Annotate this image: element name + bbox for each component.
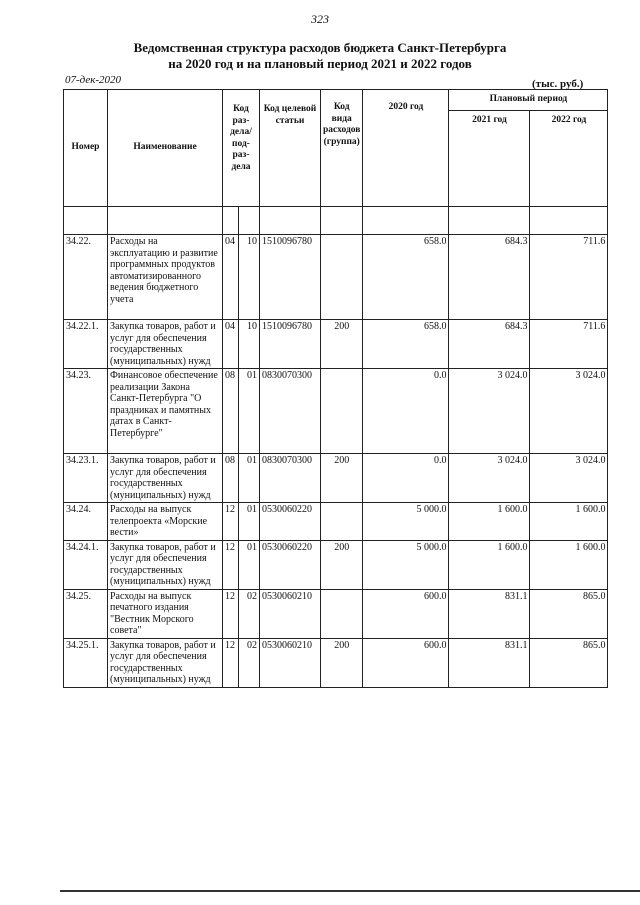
row-2020: 658.0	[363, 235, 449, 320]
row-name: Расходы на эксплуатацию и развитие программных продуктов автоматизированного ведения бюджетного учета	[108, 235, 223, 320]
header-kind-code: Код вида расходов (группа)	[321, 90, 363, 207]
scan-artifact-line	[60, 890, 640, 892]
row-2021: 1 600.0	[449, 540, 530, 589]
row-number: 34.25.	[64, 589, 108, 638]
row-subsection: 10	[239, 320, 260, 369]
row-2021: 3 024.0	[449, 454, 530, 503]
row-number: 34.24.	[64, 503, 108, 541]
row-subsection: 02	[239, 638, 260, 687]
row-target: 0530060210	[260, 589, 321, 638]
row-subsection: 01	[239, 503, 260, 541]
row-section: 08	[223, 369, 239, 454]
document-date: 07-дек-2020	[65, 74, 122, 86]
row-subsection: 01	[239, 454, 260, 503]
row-number: 34.22.	[64, 235, 108, 320]
table-row	[64, 540, 608, 589]
row-2021: 1 600.0	[449, 503, 530, 541]
row-kind: 200	[321, 638, 363, 687]
row-2020: 658.0	[363, 320, 449, 369]
row-name: Закупка товаров, работ и услуг для обеспечения государственных (муниципальных) нужд	[108, 638, 223, 687]
table-row	[64, 235, 608, 320]
row-subsection: 10	[239, 235, 260, 320]
row-target: 1510096780	[260, 235, 321, 320]
row-subsection: 01	[239, 369, 260, 454]
title-line-2: на 2020 год и на плановый период 2021 и 2022 годов	[168, 56, 472, 71]
row-target: 0830070300	[260, 369, 321, 454]
row-2021: 831.1	[449, 638, 530, 687]
row-name: Расходы на выпуск телепроекта «Морские вести»	[108, 503, 223, 541]
row-target: 0530060220	[260, 503, 321, 541]
row-section: 12	[223, 589, 239, 638]
row-2022: 711.6	[530, 320, 608, 369]
row-2020: 0.0	[363, 454, 449, 503]
row-number: 34.23.	[64, 369, 108, 454]
row-target: 1510096780	[260, 320, 321, 369]
row-2020: 5 000.0	[363, 540, 449, 589]
row-name: Закупка товаров, работ и услуг для обеспечения государственных (муниципальных) нужд	[108, 540, 223, 589]
row-2022: 865.0	[530, 638, 608, 687]
row-name: Закупка товаров, работ и услуг для обеспечения государственных (муниципальных) нужд	[108, 454, 223, 503]
table-row	[64, 454, 608, 503]
table-row	[64, 320, 608, 369]
row-section: 12	[223, 638, 239, 687]
table-row	[64, 638, 608, 687]
header-2020: 2020 год	[363, 90, 449, 207]
row-name: Расходы на выпуск печатного издания "Вестник Морского совета"	[108, 589, 223, 638]
header-section-code: Код раз- дела/ под- раз- дела	[223, 90, 260, 207]
row-2022: 3 024.0	[530, 454, 608, 503]
row-2020: 0.0	[363, 369, 449, 454]
header-planned-period: Плановый период	[449, 90, 608, 111]
expenditure-table	[63, 89, 608, 688]
document-title	[0, 40, 640, 72]
row-2022: 865.0	[530, 589, 608, 638]
row-subsection: 02	[239, 589, 260, 638]
row-section: 04	[223, 320, 239, 369]
row-kind: 200	[321, 540, 363, 589]
row-2020: 600.0	[363, 638, 449, 687]
header-name: Наименование	[108, 90, 223, 207]
row-section: 12	[223, 503, 239, 541]
row-2022: 1 600.0	[530, 540, 608, 589]
row-2022: 711.6	[530, 235, 608, 320]
header-number: Номер	[64, 90, 108, 207]
row-name: Закупка товаров, работ и услуг для обеспечения государственных (муниципальных) нужд	[108, 320, 223, 369]
row-2021: 684.3	[449, 235, 530, 320]
row-number: 34.25.1.	[64, 638, 108, 687]
row-number: 34.23.1.	[64, 454, 108, 503]
row-kind	[321, 503, 363, 541]
row-kind	[321, 369, 363, 454]
row-number: 34.22.1.	[64, 320, 108, 369]
table-row	[64, 369, 608, 454]
page-number: 323	[311, 12, 329, 26]
row-name: Финансовое обеспечение реализации Закона Санкт-Петербурга "О праздниках и памятных датах в Санкт-Петербурге"	[108, 369, 223, 454]
row-2022: 3 024.0	[530, 369, 608, 454]
table-row	[64, 589, 608, 638]
row-2022: 1 600.0	[530, 503, 608, 541]
row-target: 0830070300	[260, 454, 321, 503]
row-kind: 200	[321, 454, 363, 503]
row-subsection: 01	[239, 540, 260, 589]
title-line-1: Ведомственная структура расходов бюджета Санкт-Петербурга	[133, 40, 507, 55]
row-2021: 831.1	[449, 589, 530, 638]
row-2021: 684.3	[449, 320, 530, 369]
row-kind	[321, 235, 363, 320]
row-kind	[321, 589, 363, 638]
row-section: 04	[223, 235, 239, 320]
row-section: 12	[223, 540, 239, 589]
row-kind: 200	[321, 320, 363, 369]
row-section: 08	[223, 454, 239, 503]
row-2021: 3 024.0	[449, 369, 530, 454]
row-target: 0530060210	[260, 638, 321, 687]
table-row	[64, 503, 608, 541]
row-number: 34.24.1.	[64, 540, 108, 589]
header-target-code: Код целевой статьи	[260, 90, 321, 207]
header-2022: 2022 год	[530, 111, 608, 207]
row-target: 0530060220	[260, 540, 321, 589]
units-label: (тыс. руб.)	[532, 78, 584, 90]
header-2021: 2021 год	[449, 111, 530, 207]
row-2020: 600.0	[363, 589, 449, 638]
row-2020: 5 000.0	[363, 503, 449, 541]
